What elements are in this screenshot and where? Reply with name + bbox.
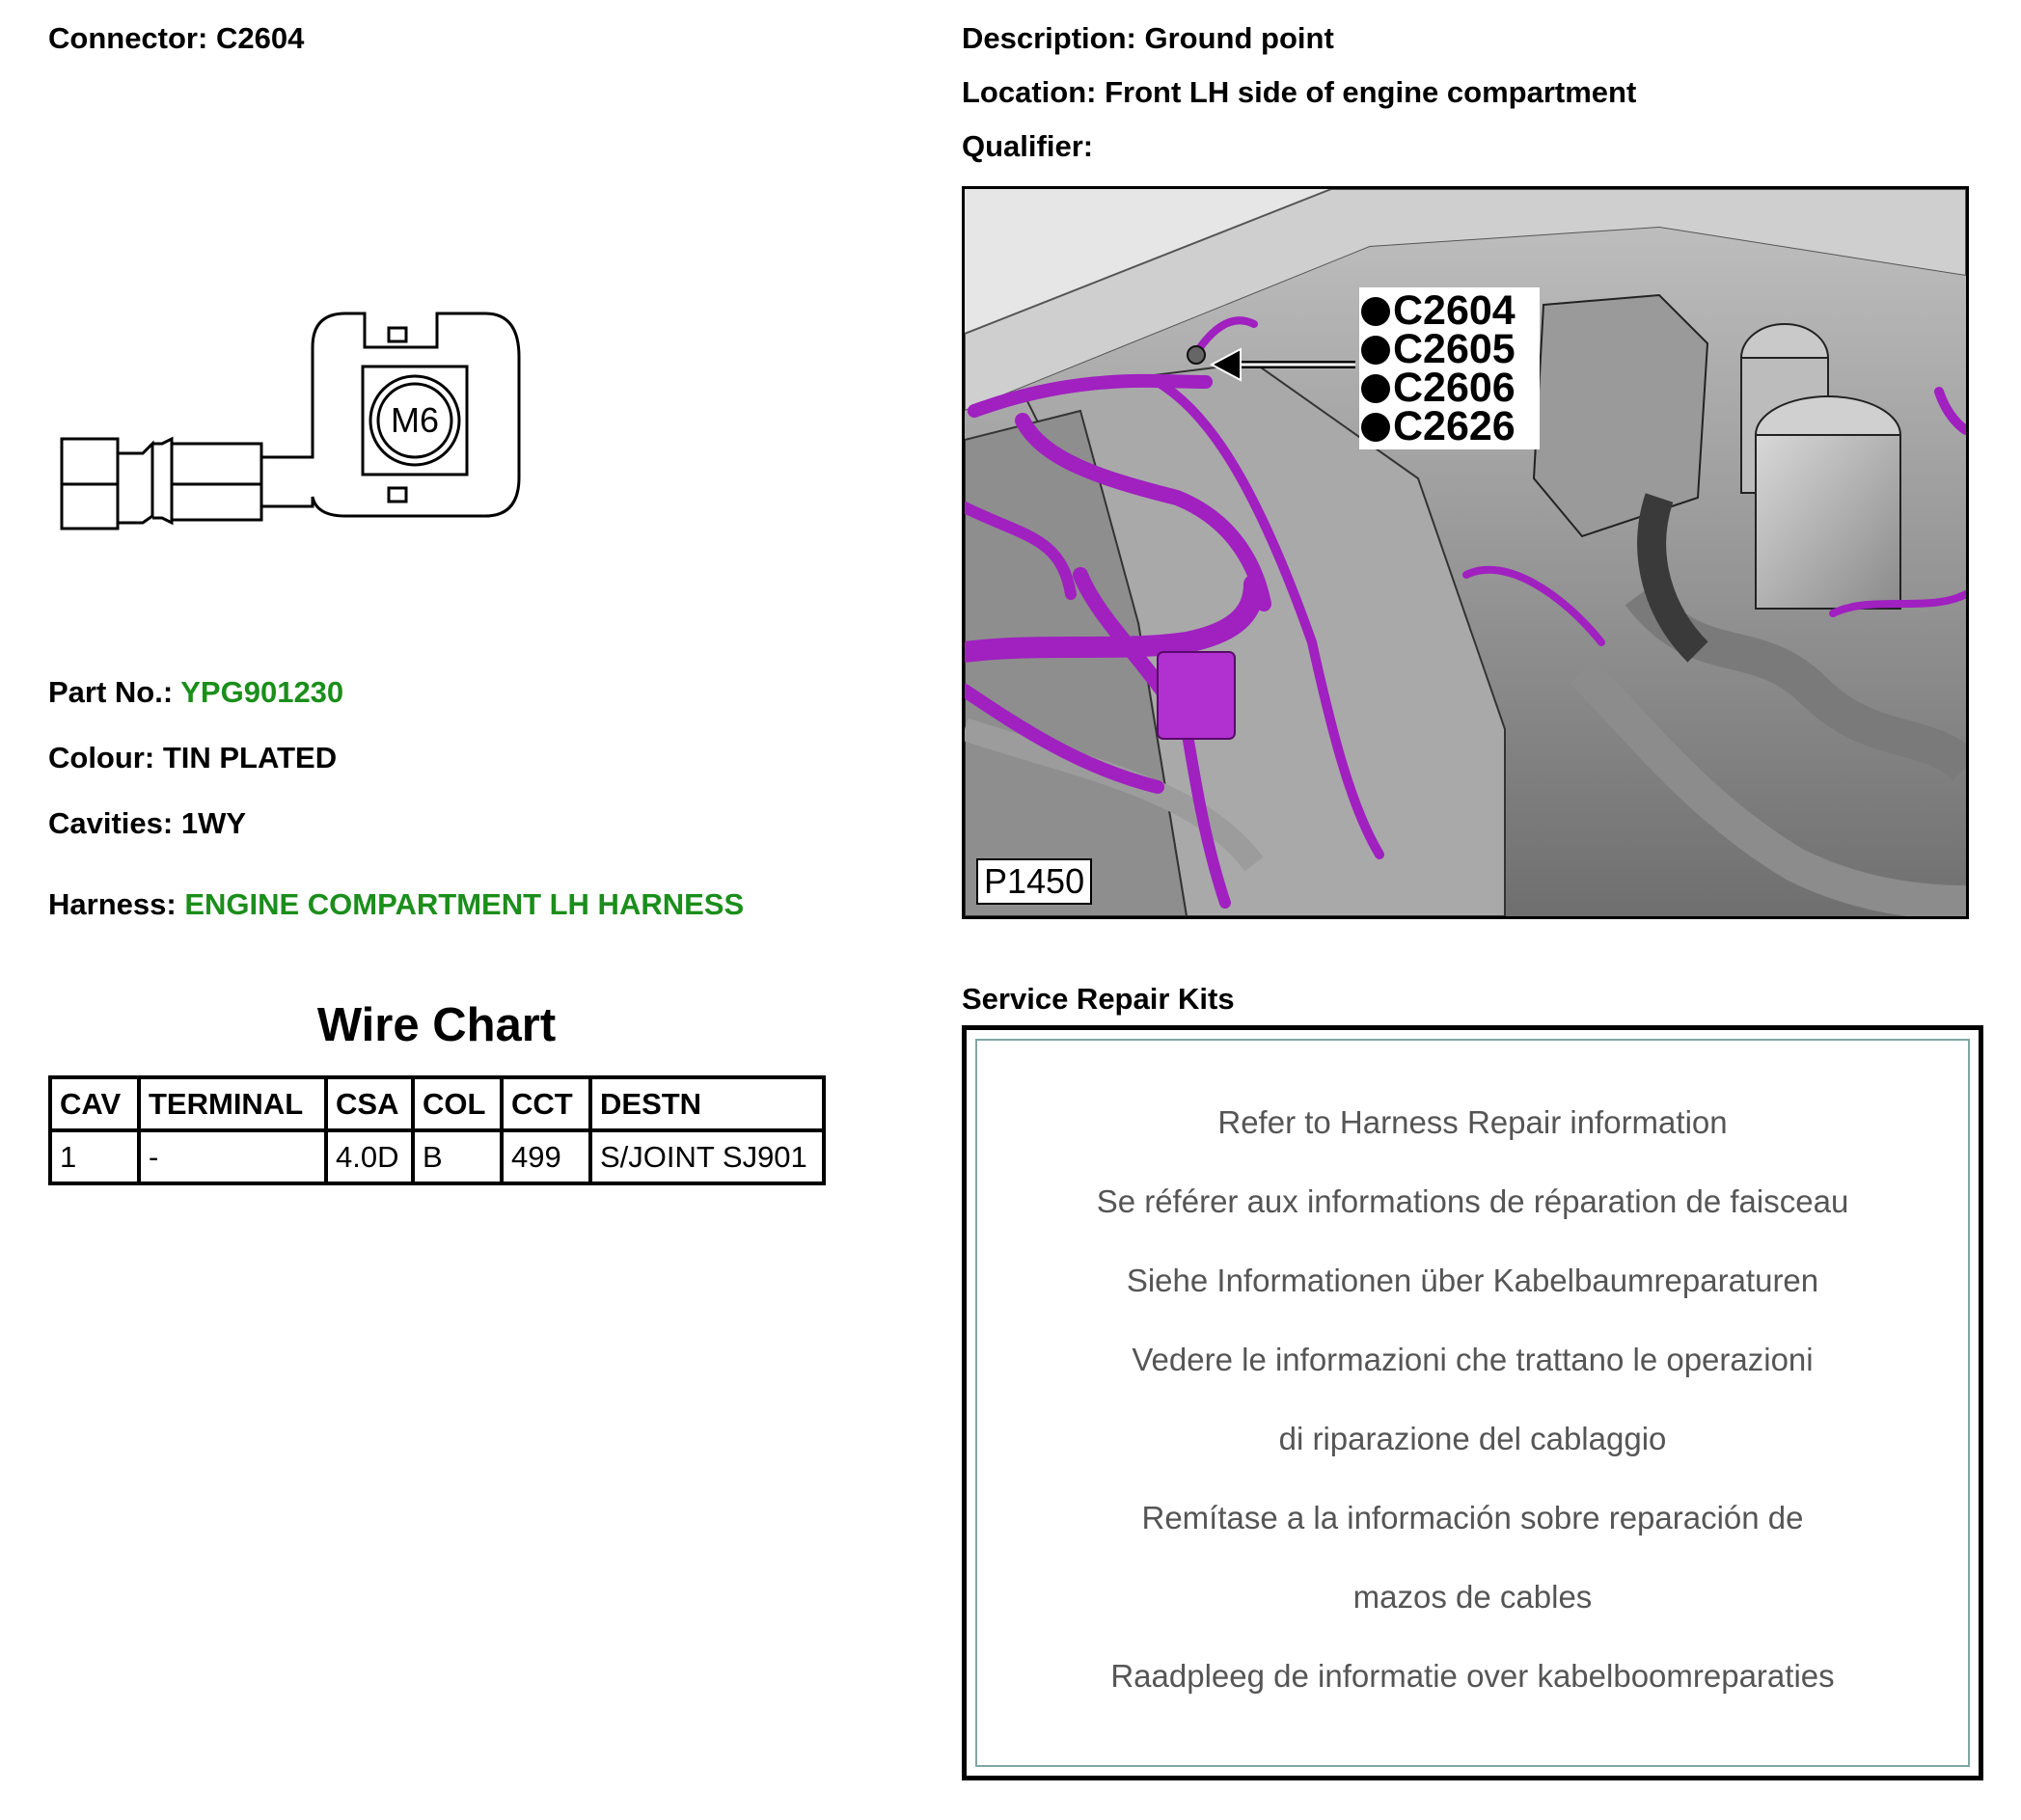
cell-cav: 1	[50, 1130, 139, 1183]
callout-c2606	[1361, 365, 1538, 411]
kit-line-de: Siehe Informationen über Kabelbaumreparaturen	[1126, 1263, 1819, 1298]
kit-line-nl: Raadpleeg de informatie over kabelboomreparaties	[1110, 1658, 1835, 1694]
cell-destn: S/JOINT SJ901	[590, 1130, 824, 1183]
callout-c2604	[1361, 287, 1538, 334]
harness-label: Harness:	[48, 887, 177, 921]
callout-c2604-text: C2604	[1393, 287, 1516, 334]
col-header-destn: DESTN	[590, 1077, 824, 1130]
cell-csa: 4.0D	[326, 1130, 413, 1183]
wire-chart-table	[48, 1075, 826, 1185]
callout-c2605-text: C2605	[1393, 326, 1516, 372]
kit-line-fr: Se référer aux informations de réparation de faisceau	[1096, 1183, 1849, 1219]
description-value: Ground point	[1144, 21, 1334, 55]
table-row	[50, 1130, 824, 1183]
image-reference-label: P1450	[976, 858, 1092, 905]
col-header-cav: CAV	[50, 1077, 139, 1130]
cavities-label: Cavities:	[48, 806, 174, 840]
part-no-value[interactable]: YPG901230	[180, 675, 344, 709]
ring-terminal-drawing	[56, 299, 538, 530]
wire-chart-header-row	[50, 1077, 824, 1130]
location-value: Front LH side of engine compartment	[1105, 75, 1637, 109]
connector-value: C2604	[215, 21, 305, 55]
bullet-icon	[1361, 336, 1390, 365]
connector-callout	[1359, 287, 1540, 449]
callout-c2605	[1361, 326, 1538, 372]
service-repair-kits-box	[962, 1025, 1983, 1780]
col-header-csa: CSA	[326, 1077, 413, 1130]
cavities-line	[48, 806, 246, 841]
bullet-icon	[1361, 297, 1390, 326]
description-line	[962, 21, 1334, 56]
part-no-line	[48, 675, 343, 710]
qualifier-line	[962, 129, 1093, 164]
bullet-icon	[1361, 374, 1390, 403]
cell-cct: 499	[502, 1130, 590, 1183]
wire-chart-title: Wire Chart	[316, 999, 557, 1051]
col-header-terminal: TERMINAL	[139, 1077, 326, 1130]
cell-terminal: -	[139, 1130, 326, 1183]
colour-line	[48, 741, 337, 775]
harness-value[interactable]: ENGINE COMPARTMENT LH HARNESS	[184, 887, 745, 921]
service-repair-kits-inner	[975, 1039, 1970, 1767]
colour-label: Colour:	[48, 741, 155, 774]
colour-value: TIN PLATED	[162, 741, 338, 774]
location-label: Location:	[962, 75, 1097, 109]
kit-line-it-2: di riparazione del cablaggio	[1278, 1421, 1667, 1456]
engine-compartment-image	[962, 186, 1969, 919]
bullet-icon	[1361, 413, 1390, 442]
stud-size-label: M6	[390, 400, 440, 440]
col-header-cct: CCT	[502, 1077, 590, 1130]
cavities-value: 1WY	[180, 806, 247, 840]
kit-line-es-1: Remítase a la información sobre reparación de	[1141, 1500, 1804, 1535]
connector-label: Connector:	[48, 21, 208, 55]
kit-line-es-2: mazos de cables	[1352, 1579, 1593, 1615]
kit-line-en: Refer to Harness Repair information	[1217, 1104, 1728, 1140]
description-label: Description:	[962, 21, 1136, 55]
callout-c2626	[1361, 403, 1538, 449]
harness-line	[48, 887, 744, 922]
location-line	[962, 75, 1636, 110]
part-no-label: Part No.:	[48, 675, 174, 709]
qualifier-label: Qualifier:	[962, 129, 1094, 163]
cell-col: B	[413, 1130, 502, 1183]
col-header-col: COL	[413, 1077, 502, 1130]
kit-line-it-1: Vedere le informazioni che trattano le operazioni	[1132, 1342, 1814, 1377]
callout-c2626-text: C2626	[1393, 403, 1516, 449]
service-repair-kits-title: Service Repair Kits	[962, 982, 1235, 1016]
callout-c2606-text: C2606	[1393, 365, 1516, 411]
connector-line	[48, 21, 304, 56]
